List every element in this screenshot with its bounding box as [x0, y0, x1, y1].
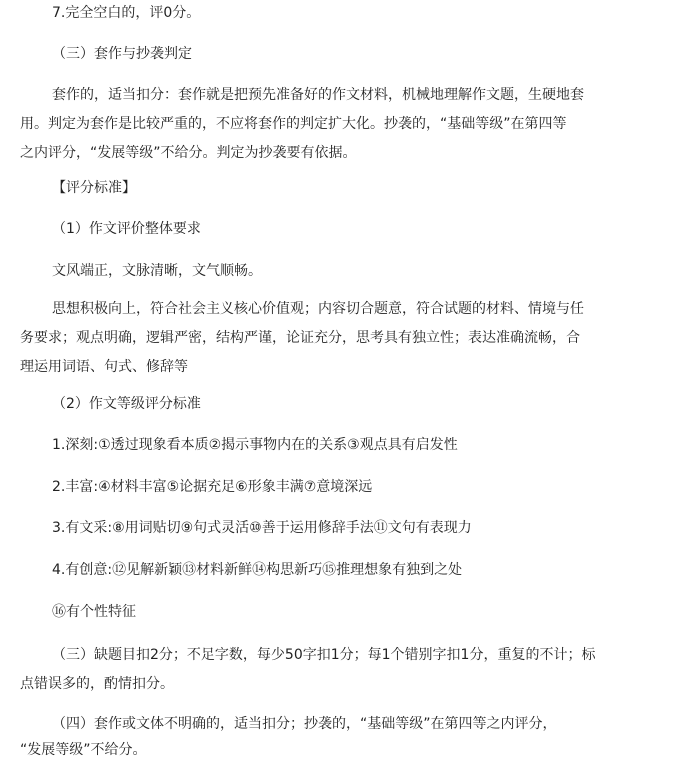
paragraph-line: 之内评分，“发展等级”不给分。判定为抄袭要有依据。	[20, 145, 357, 161]
criterion-individuality: ⑯有个性特征	[52, 604, 136, 620]
paragraph-line: 理运用词语、句式、修辞等	[20, 359, 188, 375]
style-requirement-line: 文风端正，文脉清晰，文气顺畅。	[52, 263, 262, 279]
paragraph-line: 思想积极向上，符合社会主义核心价值观；内容切合题意，符合试题的材料、情境与任	[52, 301, 584, 317]
paragraph-line: （四）套作或文体不明确的，适当扣分；抄袭的，“基础等级”在第四等之内评分，	[52, 716, 557, 732]
deduction-paragraph	[20, 645, 676, 694]
criterion-creativity: 4.有创意:⑫见解新颖⑬材料新鲜⑭构思新巧⑮推理想象有独到之处	[52, 562, 463, 578]
paragraph-line: “发展等级”不给分。	[20, 742, 147, 758]
paragraph-line: （三）缺题目扣2分；不足字数，每少50字扣1分；每1个错别字扣1分，重复的不计；标	[52, 647, 596, 663]
paragraph-line: 点错误多的，酌情扣分。	[20, 676, 174, 692]
plagiarism-paragraph	[20, 85, 676, 163]
section-heading-plagiarism: （三）套作与抄袭判定	[52, 46, 192, 62]
paragraph-line: 用。判定为套作是比较严重的，不应将套作的判定扩大化。抄袭的，“基础等级”在第四等	[20, 116, 567, 132]
subheading-overall-requirements: （1）作文评价整体要求	[52, 221, 201, 237]
scoring-standard-heading: 【评分标准】	[52, 180, 136, 196]
criterion-literary-grace: 3.有文采:⑧用词贴切⑨句式灵活⑩善于运用修辞手法⑪文句有表现力	[52, 520, 472, 536]
paragraph-line: 务要求；观点明确，逻辑严密，结构严谨，论证充分，思考具有独立性；表达准确流畅，合	[20, 330, 580, 346]
rule-line-blank-score: 7.完全空白的，评0分。	[52, 5, 201, 21]
subheading-grade-standards: （2）作文等级评分标准	[52, 396, 201, 412]
content-requirements-paragraph	[20, 299, 676, 377]
criterion-depth: 1.深刻:①透过现象看本质②揭示事物内在的关系③观点具有启发性	[52, 437, 458, 453]
plagiarism-scoring-paragraph	[20, 714, 676, 760]
paragraph-line: 套作的，适当扣分：套作就是把预先准备好的作文材料，机械地理解作文题，生硬地套	[52, 87, 584, 103]
criterion-richness: 2.丰富:④材料丰富⑤论据充足⑥形象丰满⑦意境深远	[52, 479, 373, 495]
